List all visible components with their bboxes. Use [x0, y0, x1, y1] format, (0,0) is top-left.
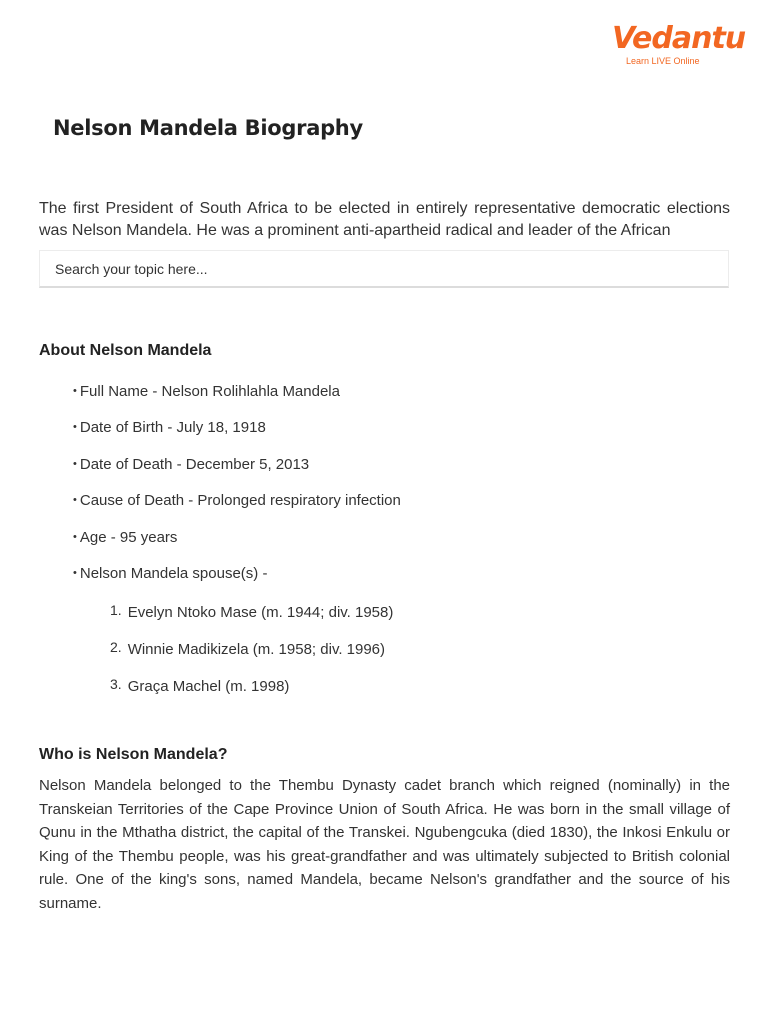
fact-date-of-birth: Date of Birth - July 18, 1918	[79, 419, 266, 437]
list-item	[110, 600, 393, 637]
list-item	[110, 674, 393, 711]
spouses-list	[110, 600, 393, 711]
bullet-icon: •	[73, 566, 77, 579]
list-item	[73, 563, 401, 599]
who-paragraph: Nelson Mandela belonged to the Thembu Dynasty cadet branch which reigned (nominally) in the Transkeian Territories of the Cape Province Union of South Africa. He was born in the small village of Qunu in the Mthatha district, the capital of the Transkei. Ngubengcuka (died 1830), the Inkosi Enkulu or King of the Thembu people, was his great-grandfather and was ultimately subjected to British colonial rule. One of the king's sons, named Mandela, became Nelson's grandfather and the source of his surname.	[39, 777, 730, 912]
fact-spouses: Nelson Mandela spouse(s) -	[79, 564, 268, 582]
list-item	[73, 417, 401, 453]
bullet-icon: •	[73, 385, 77, 397]
fact-age: Age - 95 years	[79, 528, 178, 546]
list-item	[73, 527, 401, 563]
logo-wordmark: Vedantu	[612, 21, 746, 56]
spouse-name: Evelyn Ntoko Mase (m. 1944; div. 1958)	[127, 604, 394, 621]
spouse-name: Winnie Madikizela (m. 1958; div. 1996)	[127, 641, 386, 658]
search-input[interactable]	[39, 250, 729, 288]
list-item	[73, 381, 401, 417]
fact-full-name: Full Name - Nelson Rolihlahla Mandela	[79, 383, 340, 400]
vedantu-logo[interactable]	[612, 21, 746, 66]
logo-tagline: Learn LIVE Online	[626, 56, 700, 66]
about-heading: About Nelson Mandela	[39, 342, 212, 359]
search-placeholder: Search your topic here...	[55, 261, 208, 277]
spouse-number: 3.	[110, 676, 122, 692]
facts-list	[73, 381, 401, 599]
intro-paragraph: The first President of South Africa to be elected in entirely representative democratic elections was Nelson Mandela. He was a prominent anti-apartheid radical and leader of the African	[39, 200, 730, 239]
list-item	[73, 454, 401, 490]
page-title: Nelson Mandela Biography	[53, 116, 363, 140]
fact-date-of-death: Date of Death - December 5, 2013	[79, 455, 310, 473]
fact-cause-of-death: Cause of Death - Prolonged respiratory infection	[79, 492, 401, 510]
bullet-icon: •	[73, 530, 77, 543]
list-item	[73, 490, 401, 526]
spouse-name: Graça Machel (m. 1998)	[127, 678, 290, 695]
who-heading: Who is Nelson Mandela?	[39, 746, 228, 763]
spouse-number: 2.	[110, 639, 122, 655]
spouse-number: 1.	[110, 602, 122, 618]
list-item	[110, 637, 393, 674]
bullet-icon: •	[73, 494, 77, 507]
bullet-icon: •	[73, 421, 77, 434]
bullet-icon: •	[73, 457, 77, 470]
